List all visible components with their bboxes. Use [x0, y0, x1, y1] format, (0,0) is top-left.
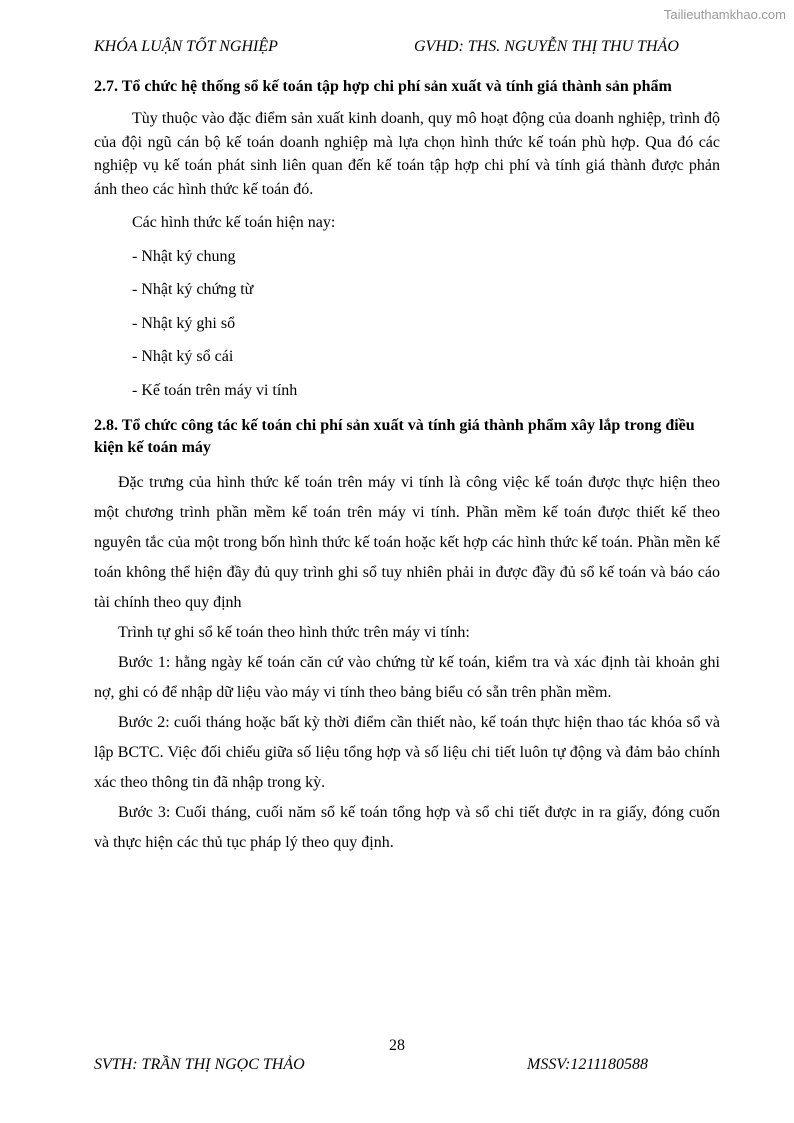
- section-27-paragraph: Tùy thuộc vào đặc điểm sản xuất kinh doanh, quy mô hoạt động của doanh nghiệp, trình độ của đội ngũ cán bộ kế toán doanh nghiệp mà lựa chọn hình thức kế toán phù hợp. Qua đó các nghiệp vụ kế toán phát sinh liên quan đến kế toán tập hợp chi phí và tính giá thành được phản ánh theo các hình thức kế toán đó.: [94, 110, 720, 198]
- section-27-heading: 2.7. Tổ chức hệ thống sổ kế toán tập hợp chi phí sản xuất và tính giá thành sản phẩm: [94, 78, 672, 95]
- section-28-heading: 2.8. Tổ chức công tác kế toán chi phí sản xuất và tính giá thành phẩm xây lắp trong điều kiện kế toán máy: [94, 416, 695, 456]
- watermark-text: Tailieuthamkhao.com: [663, 7, 786, 22]
- list-item: - Nhật ký chung: [132, 247, 236, 265]
- section-28-paragraph: Đặc trưng của hình thức kế toán trên máy vi tính là công việc kế toán được thực hiện theo một chương trình phần mềm kế toán trên máy vi tính. Phần mềm kế toán được thiết kế theo nguyên tắc của một trong bốn hình thức kế toán hoặc kết hợp các hình thức kế toán. Phần mền kế toán không thể hiện đầy đủ quy trình ghi sổ tuy nhiên phải in được đầy đủ sổ kế toán và báo cáo tài chính theo quy định: [94, 473, 720, 611]
- step-2-paragraph: Bước 2: cuối tháng hoặc bất kỳ thời điểm cần thiết nào, kế toán thực hiện thao tác khóa sổ và lập BCTC. Việc đối chiếu giữa số liệu tổng hợp và số liệu chi tiết luôn tự động và đảm bảo chính xác theo thông tin đã nhập trong kỳ.: [94, 713, 720, 791]
- header-left: KHÓA LUẬN TỐT NGHIỆP: [94, 38, 278, 55]
- step-3-paragraph: Bước 3: Cuối tháng, cuối năm sổ kế toán tổng hợp và sổ chi tiết được in ra giấy, đóng cuốn và thực hiện các thủ tục pháp lý theo quy định.: [94, 803, 720, 851]
- page-content: [94, 76, 720, 858]
- footer-left: SVTH: TRẦN THỊ NGỌC THẢO: [94, 1056, 305, 1073]
- header-right: GVHD: THS. NGUYỄN THỊ THU THẢO: [414, 38, 679, 55]
- step-1-paragraph: Bước 1: hằng ngày kế toán căn cứ vào chứng từ kế toán, kiểm tra và xác định tài khoản ghi nợ, ghi có để nhập dữ liệu vào máy vi tính theo bảng biểu có sẵn trên phần mềm.: [94, 653, 720, 701]
- footer-right: MSSV:1211180588: [527, 1056, 649, 1073]
- section-28: [94, 415, 720, 858]
- list-item: - Nhật ký chứng từ: [132, 281, 254, 298]
- accounting-forms-list: [94, 245, 720, 403]
- section-28-paragraph: Trình tự ghi sổ kế toán theo hình thức trên máy vi tính:: [118, 623, 470, 641]
- list-intro: Các hình thức kế toán hiện nay:: [132, 214, 336, 231]
- list-item: - Nhật ký ghi sổ: [132, 314, 236, 332]
- list-item: - Nhật ký sổ cái: [132, 348, 234, 365]
- page-number: 28: [389, 1037, 405, 1054]
- list-item: - Kế toán trên máy vi tính: [132, 381, 298, 399]
